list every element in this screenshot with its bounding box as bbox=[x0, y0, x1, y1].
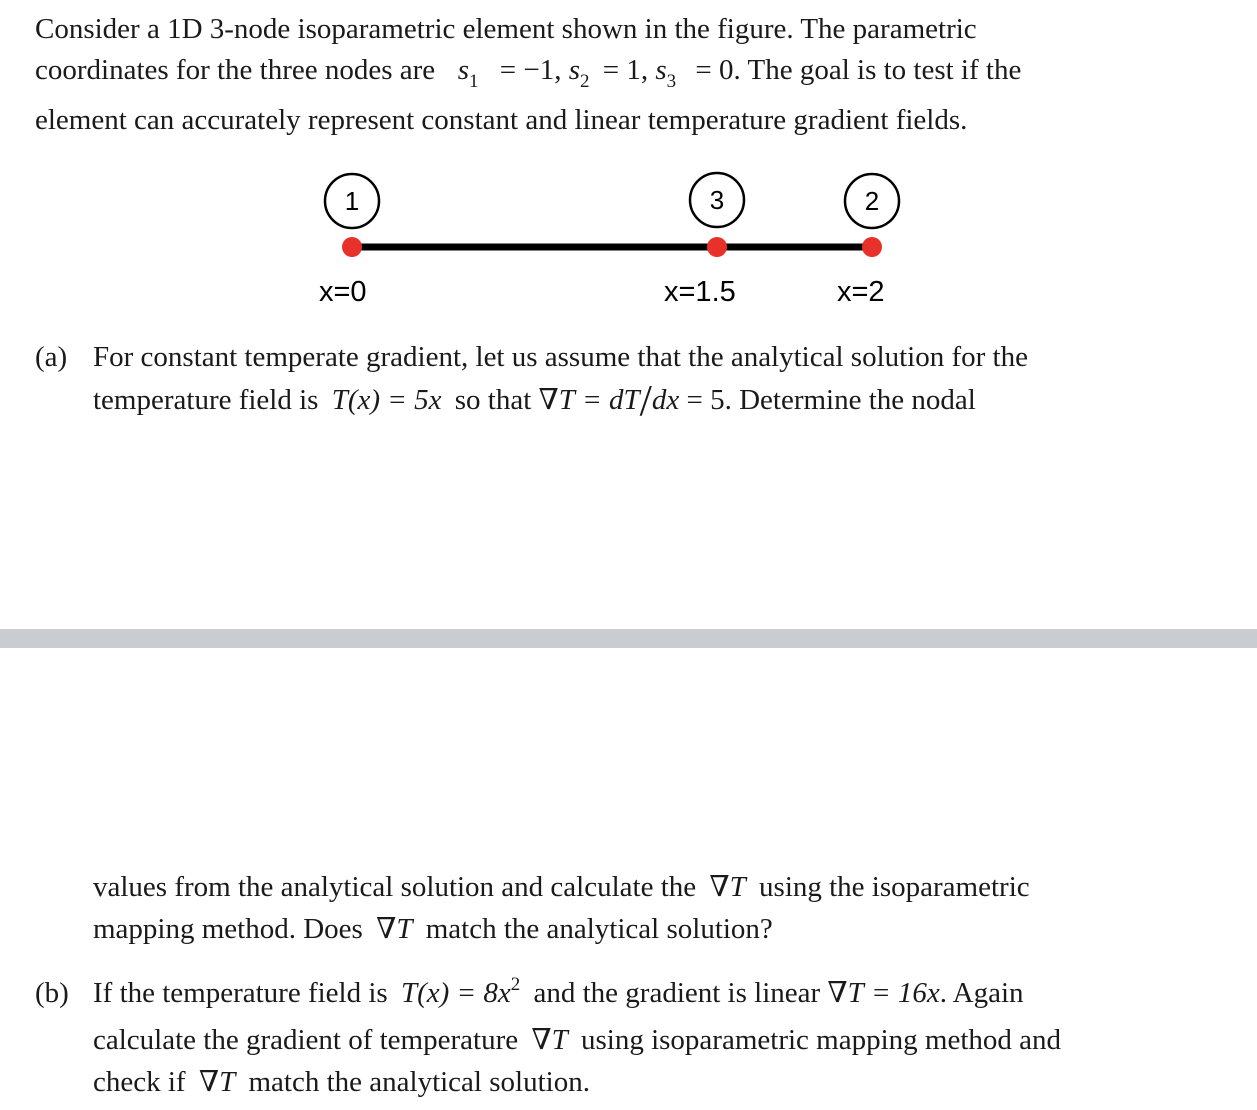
node-3-x-label: x=1.5 bbox=[664, 276, 736, 308]
s2-var: s bbox=[568, 54, 580, 86]
part-b-line-2 bbox=[93, 1020, 1061, 1060]
part-a-eq-5x: = 5x bbox=[387, 384, 442, 416]
part-b-text-2b: using isoparametric mapping method and bbox=[581, 1024, 1062, 1056]
s3-var: s bbox=[655, 54, 667, 86]
part-b-eq-8x: = 8x bbox=[456, 977, 511, 1009]
node-3-number: 3 bbox=[709, 185, 725, 215]
part-a-cont-line-1 bbox=[93, 867, 1030, 907]
part-b-line-3 bbox=[93, 1062, 590, 1102]
s1-var: s bbox=[457, 54, 469, 86]
part-b-text-3a: check if bbox=[93, 1066, 186, 1098]
node-3-dot bbox=[707, 237, 727, 257]
part-a-cont-text-2a: mapping method. Does bbox=[93, 913, 363, 945]
intro-text-3: element can accurately represent constant and linear temperature gradient fields. bbox=[35, 104, 968, 136]
part-a-text-2b: . Determine the nodal bbox=[724, 384, 976, 416]
part-a-line-2 bbox=[93, 376, 976, 425]
part-a-marker: (a) bbox=[35, 341, 68, 373]
intro-text-1: Consider a 1D 3-node isoparametric element shown in the figure. The parametric bbox=[35, 13, 977, 45]
part-b-text-1a: If the temperature field is bbox=[93, 977, 388, 1009]
node-2-number: 2 bbox=[864, 186, 880, 216]
part-a-dx: dx bbox=[651, 384, 680, 416]
part-b-T-of-x: T(x) bbox=[400, 977, 450, 1009]
part-a-cont-text-2b: match the analytical solution? bbox=[425, 913, 773, 945]
s3-sub: 3 bbox=[666, 71, 677, 92]
node-2-dot bbox=[862, 237, 882, 257]
part-a-cont-text-1b: using the isoparametric bbox=[759, 871, 1030, 903]
s3-value: = 0 bbox=[695, 54, 734, 86]
part-b-nabla-3: ∇T bbox=[198, 1066, 236, 1098]
intro-text-2a: coordinates for the three nodes are bbox=[35, 54, 436, 86]
part-b-text-2a: calculate the gradient of temperature bbox=[93, 1024, 519, 1056]
node-1-dot bbox=[342, 237, 362, 257]
node-2-x-label: x=2 bbox=[837, 276, 885, 308]
part-b-square: 2 bbox=[510, 974, 521, 995]
part-a-eq-5: = 5 bbox=[686, 384, 725, 416]
part-b-text-1b: and the gradient is linear bbox=[533, 977, 821, 1009]
part-b-marker: (b) bbox=[35, 977, 69, 1009]
s2-value: = 1, bbox=[602, 54, 649, 86]
part-a-eq-dT: = dT bbox=[582, 384, 640, 416]
element-figure bbox=[0, 0, 1257, 330]
part-a-nabla-T: ∇T bbox=[538, 384, 575, 416]
s1-sub: 1 bbox=[468, 71, 479, 92]
part-b-text-1c: . Again bbox=[939, 977, 1024, 1009]
part-b-line-1 bbox=[93, 973, 1024, 1017]
part-a-cont-text-1a: values from the analytical solution and calculate the bbox=[93, 871, 697, 903]
intro-text-2b: . The goal is to test if the bbox=[733, 54, 1022, 86]
part-a-cont-line-2 bbox=[93, 909, 773, 949]
s2-sub: 2 bbox=[580, 71, 590, 92]
part-a-so-that: so that bbox=[454, 384, 532, 416]
part-b-nabla-T: ∇T bbox=[827, 977, 864, 1009]
part-a-slash: / bbox=[639, 376, 652, 425]
node-1-number: 1 bbox=[344, 186, 360, 216]
part-a-cont-nabla-1: ∇T bbox=[709, 871, 746, 903]
page-divider bbox=[0, 629, 1257, 648]
part-a-text-1: For constant temperate gradient, let us assume that the analytical solution for the bbox=[93, 341, 1028, 373]
part-a-cont-nabla-2: ∇T bbox=[376, 913, 413, 945]
part-a-line-1 bbox=[93, 337, 1028, 377]
s1-value: = −1, bbox=[499, 54, 562, 86]
part-b-nabla-2: ∇T bbox=[531, 1024, 568, 1056]
part-b-text-3b: match the analytical solution. bbox=[248, 1066, 590, 1098]
part-a-T-of-x: T(x) bbox=[331, 384, 381, 416]
part-a-text-2a: temperature field is bbox=[93, 384, 319, 416]
part-b-eq-16x: = 16x bbox=[871, 977, 940, 1009]
node-1-x-label: x=0 bbox=[319, 276, 367, 308]
